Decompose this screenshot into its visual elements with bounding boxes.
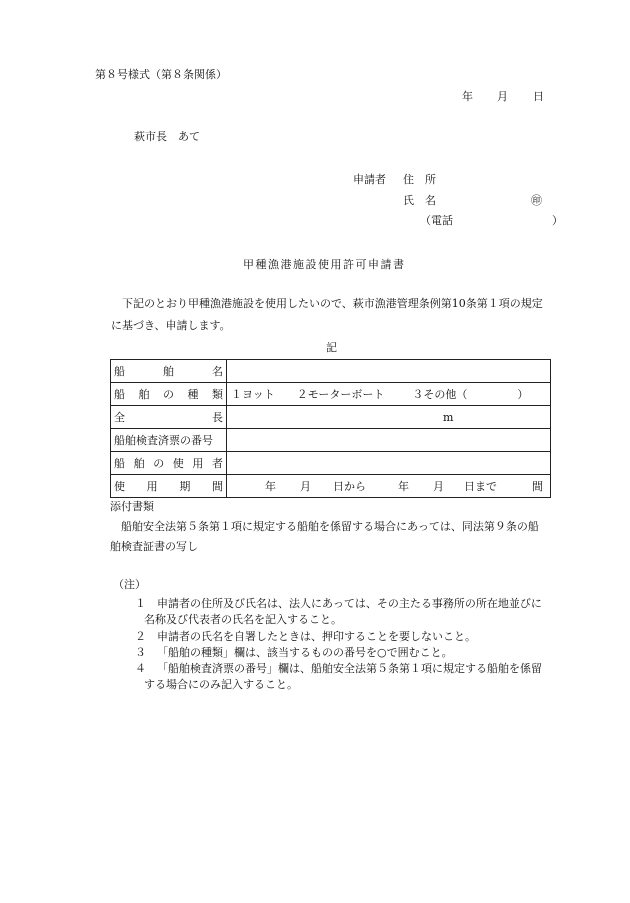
note-2-number: ２ xyxy=(135,630,146,643)
note-3-number: ３ xyxy=(135,646,146,659)
note-4-line-2: する場合にのみ記入すること。 xyxy=(144,678,298,691)
vessel-type-field[interactable] xyxy=(227,383,551,406)
vessel-name-label: 船 舶 名 xyxy=(111,360,227,383)
address-label: 住 所 xyxy=(403,173,436,186)
page-title: 甲種漁港施設使用許可申請書 xyxy=(243,258,406,271)
table-row xyxy=(111,360,551,383)
phone-open: （電話 xyxy=(420,214,453,227)
period-to-day: 日まで xyxy=(464,480,497,493)
attachments-heading: 添付書類 xyxy=(110,500,154,513)
table-row xyxy=(111,406,551,429)
period-from-month: 月 xyxy=(300,480,311,493)
option-other[interactable]: ３その他（ xyxy=(412,388,468,401)
note-1-line-2: 名称及び代表者の氏名を記入すること。 xyxy=(144,613,342,626)
vessel-table xyxy=(110,359,551,498)
attachments-line-1: 船舶安全法第５条第１項に規定する船舶を係留する場合にあっては、同法第９条の船 xyxy=(121,520,539,533)
period-from-year: 年 xyxy=(265,480,276,493)
table-row xyxy=(111,475,551,498)
note-3-line-1: 「船舶の種類」欄は、該当するものの番号を○で囲むこと。 xyxy=(157,646,453,659)
ki-heading: 記 xyxy=(326,341,337,354)
attachments-line-2: 舶検査証書の写し xyxy=(110,540,198,553)
table-row xyxy=(111,452,551,475)
addressee: 萩市長 あて xyxy=(134,130,200,143)
period-from-day: 日から xyxy=(333,480,366,493)
vessel-user-label: 船 舶 の 使 用 者 xyxy=(111,452,227,475)
vessel-user-field[interactable] xyxy=(227,452,551,475)
name-label: 氏 名 xyxy=(403,194,436,207)
usage-period-field[interactable] xyxy=(227,475,551,498)
period-unit: 間 xyxy=(532,480,543,493)
date-year-label: 年 xyxy=(462,90,473,103)
period-to-year: 年 xyxy=(398,480,409,493)
seal-mark: ㊞ xyxy=(531,194,542,207)
date-month-label: 月 xyxy=(497,90,508,103)
note-2-line-1: 申請者の氏名を自署したときは、押印することを要しないこと。 xyxy=(157,630,476,643)
length-unit: m xyxy=(443,410,454,424)
vessel-name-field[interactable] xyxy=(227,360,551,383)
notes-heading: （注） xyxy=(113,578,146,591)
inspection-number-label: 船舶検査済票の番号 xyxy=(111,429,227,452)
body-line-1: 下記のとおり甲種漁港施設を使用したいので、萩市漁港管理条例第10条第１項の規定 xyxy=(122,297,543,310)
note-1-line-1: 申請者の住所及び氏名は、法人にあっては、その主たる事務所の所在地並びに xyxy=(157,597,542,610)
date-day-label: 日 xyxy=(533,90,544,103)
applicant-label: 申請者 xyxy=(353,173,386,186)
option-yacht[interactable]: １ヨット xyxy=(231,388,275,401)
note-4-line-1: 「船舶検査済票の番号」欄は、船舶安全法第５条第１項に規定する船舶を係留 xyxy=(157,662,542,675)
form-number: 第８号様式（第８条関係） xyxy=(95,68,227,81)
period-to-month: 月 xyxy=(433,480,444,493)
option-motorboat[interactable]: ２モーターボート xyxy=(296,388,385,401)
option-other-close: ） xyxy=(517,388,529,401)
length-field[interactable] xyxy=(227,406,551,429)
table-row xyxy=(111,383,551,406)
usage-period-label: 使 用 期 間 xyxy=(111,475,227,498)
note-4-number: ４ xyxy=(135,662,146,675)
body-line-2: に基づき、申請します。 xyxy=(111,319,231,332)
inspection-number-field[interactable] xyxy=(227,429,551,452)
phone-close: ） xyxy=(552,214,563,227)
vessel-type-label: 船 舶 の 種 類 xyxy=(111,383,227,406)
note-1-number: １ xyxy=(135,597,146,610)
table-row xyxy=(111,429,551,452)
length-label: 全 長 xyxy=(111,406,227,429)
